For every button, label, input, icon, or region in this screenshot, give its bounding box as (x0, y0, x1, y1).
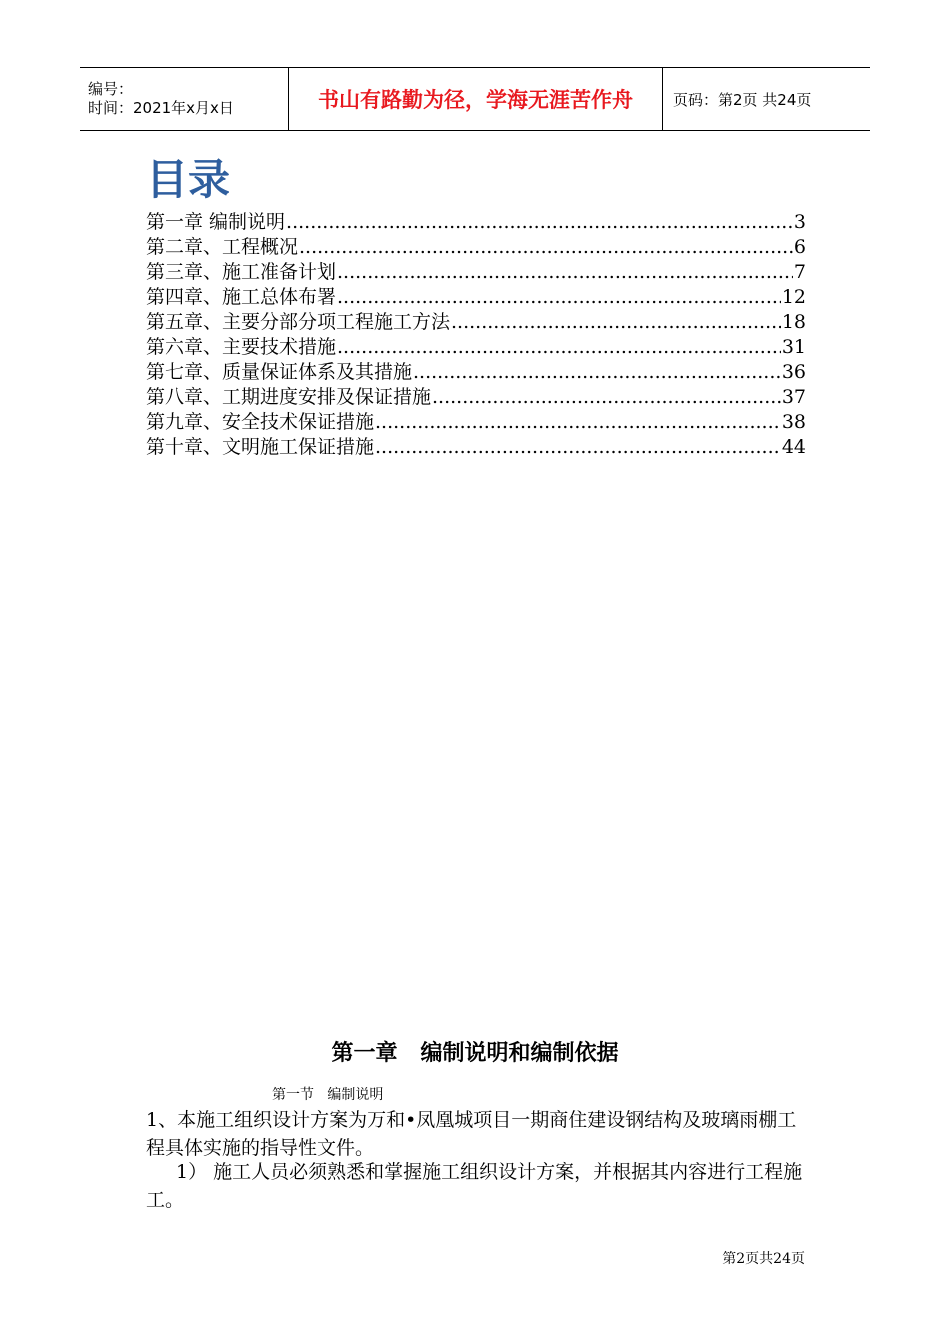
toc-entry[interactable] (146, 285, 806, 310)
toc-leader-dots (299, 235, 793, 260)
toc-entry-label: 第五章、主要分部分项工程施工方法 (146, 311, 451, 333)
toc-entry[interactable] (146, 385, 806, 410)
header-time-label: 时间：2021年x月x日 (88, 99, 234, 117)
header-meta (80, 68, 289, 130)
toc-leader-dots (432, 385, 781, 410)
body-paragraph: 1、本施工组织设计方案为万和•凤凰城项目一期商住建设钢结构及玻璃雨棚工程具体实施的指导性文件。 (146, 1109, 797, 1159)
toc-entry-page: 3 (793, 211, 806, 233)
toc-entry[interactable] (146, 260, 806, 285)
header-motto (289, 68, 663, 130)
toc-entry[interactable] (146, 435, 806, 460)
header-page-label: 页码：第2页 共24页 (673, 90, 812, 109)
toc-entry[interactable] (146, 235, 806, 260)
toc-entry-label: 第六章、主要技术措施 (146, 336, 337, 358)
toc-entry-label: 第八章、工期进度安排及保证措施 (146, 386, 432, 408)
toc-entry[interactable] (146, 335, 806, 360)
toc-entry-label: 第三章、施工准备计划 (146, 261, 337, 283)
toc-leader-dots (337, 335, 781, 360)
toc-entry-page: 38 (781, 411, 806, 433)
body-paragraph: 1） 施工人员必须熟悉和掌握施工组织设计方案，并根据其内容进行工程施工。 (146, 1161, 803, 1211)
toc-leader-dots (375, 435, 781, 460)
table-of-contents (146, 210, 806, 460)
toc-leader-dots (451, 310, 781, 335)
toc-entry-page: 12 (781, 286, 806, 308)
toc-leader-dots (286, 210, 793, 235)
toc-leader-dots (375, 410, 781, 435)
toc-entry-label: 第二章、工程概况 (146, 236, 299, 258)
header-motto-text: 书山有路勤为径，学海无涯苦作舟 (318, 88, 633, 112)
toc-title: 目录 (146, 155, 231, 204)
page-footer: 第2页共24页 (722, 1251, 805, 1267)
page-header (80, 67, 870, 131)
section-title: 第一节 编制说明 (272, 1087, 384, 1103)
toc-entry-label: 第四章、施工总体布署 (146, 286, 337, 308)
toc-entry-label: 第十章、文明施工保证措施 (146, 436, 375, 458)
header-number-label: 编号： (88, 80, 134, 98)
toc-entry-page: 37 (781, 386, 806, 408)
toc-entry-page: 36 (781, 361, 806, 383)
toc-leader-dots (337, 285, 781, 310)
toc-entry-page: 18 (781, 311, 806, 333)
toc-entry[interactable] (146, 360, 806, 385)
toc-leader-dots (337, 260, 793, 285)
toc-entry[interactable] (146, 410, 806, 435)
header-page-info (663, 68, 870, 130)
toc-entry-page: 44 (781, 436, 806, 458)
toc-entry-label: 第九章、安全技术保证措施 (146, 411, 375, 433)
toc-entry-page: 6 (793, 236, 806, 258)
chapter-title: 第一章 编制说明和编制依据 (331, 1041, 619, 1066)
toc-entry[interactable] (146, 210, 806, 235)
toc-entry-label: 第一章 编制说明 (146, 211, 286, 233)
toc-entry[interactable] (146, 310, 806, 335)
toc-entry-label: 第七章、质量保证体系及其措施 (146, 361, 413, 383)
toc-entry-page: 7 (793, 261, 806, 283)
toc-entry-page: 31 (781, 336, 806, 358)
toc-leader-dots (413, 360, 781, 385)
